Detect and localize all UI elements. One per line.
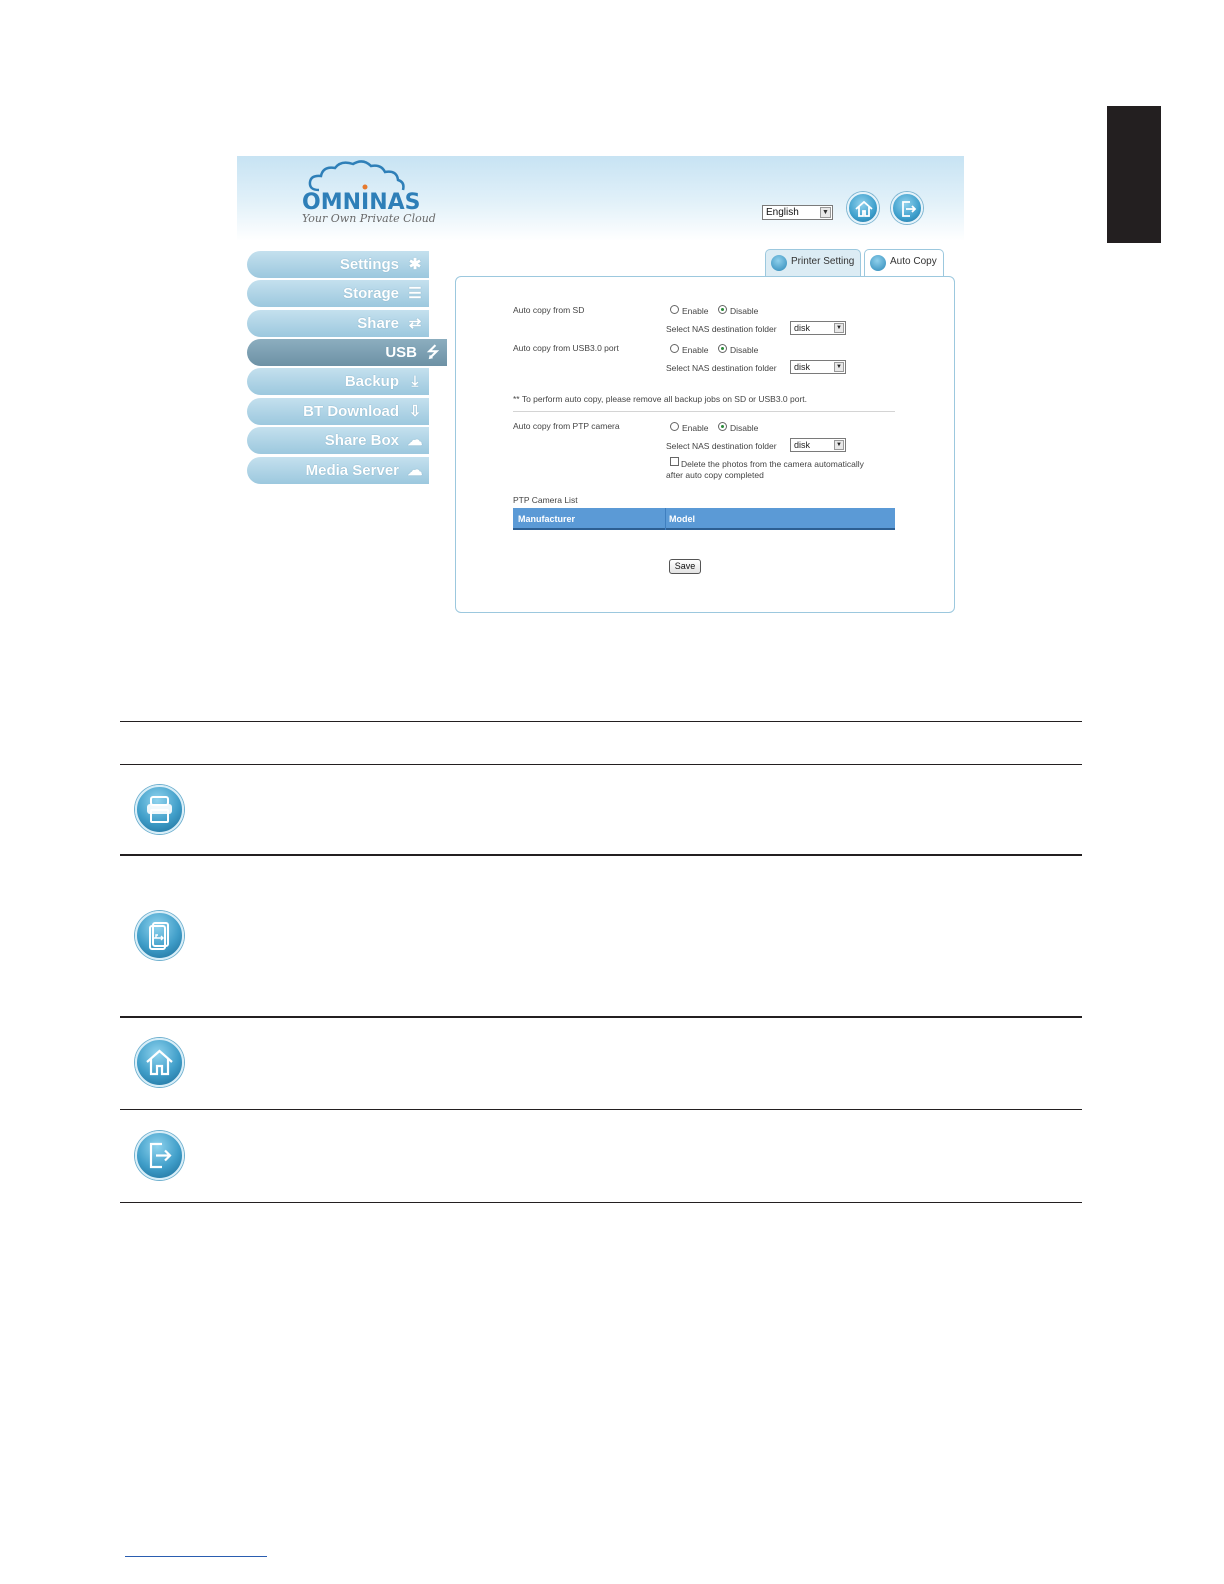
chevron-down-icon: ▼ bbox=[834, 323, 844, 333]
chevron-down-icon: ▼ bbox=[834, 440, 844, 450]
chevron-down-icon: ▼ bbox=[834, 362, 844, 372]
ptp-list-title: PTP Camera List bbox=[513, 495, 578, 505]
table-rule bbox=[120, 1109, 1082, 1110]
settings-icon: ✱ bbox=[408, 256, 422, 273]
select-value: disk bbox=[794, 323, 811, 333]
nav-item-share-box[interactable] bbox=[247, 427, 429, 454]
nav-label: USB bbox=[385, 344, 417, 361]
sd-folder-select[interactable] bbox=[790, 321, 846, 335]
logout-button[interactable] bbox=[891, 192, 923, 224]
media-server-icon: ☁ bbox=[407, 462, 423, 479]
ptp-disable-radio[interactable] bbox=[718, 422, 727, 431]
nav-label: BT Download bbox=[303, 403, 399, 420]
omninas-logo bbox=[301, 160, 436, 228]
save-button[interactable]: Save bbox=[669, 559, 701, 574]
table-rule bbox=[120, 764, 1082, 765]
logo-wordmark: OMNINAS bbox=[302, 190, 421, 215]
nav-item-bt-download[interactable] bbox=[247, 398, 429, 425]
cloud-icon bbox=[301, 160, 431, 194]
printer-icon bbox=[135, 785, 184, 834]
usb-icon bbox=[870, 255, 886, 271]
enable-label: Enable bbox=[682, 306, 709, 316]
divider bbox=[513, 411, 895, 412]
chevron-down-icon: ▼ bbox=[820, 207, 831, 218]
nav-label: Backup bbox=[344, 373, 399, 390]
table-rule bbox=[120, 721, 1082, 722]
table-rule bbox=[120, 854, 1082, 856]
chapter-side-tab bbox=[1107, 106, 1161, 243]
nav-item-backup[interactable] bbox=[247, 368, 429, 395]
usb-folder-select[interactable] bbox=[790, 360, 846, 374]
col-manufacturer: Manufacturer bbox=[518, 514, 576, 524]
usb-icon: ⭍ bbox=[426, 344, 440, 361]
disable-label: Disable bbox=[730, 423, 759, 433]
nav-label: Media Server bbox=[305, 462, 399, 479]
enable-label: Enable bbox=[682, 423, 709, 433]
nav-label: Storage bbox=[343, 285, 399, 302]
share-icon: ⇄ bbox=[408, 315, 422, 332]
nav-label: Settings bbox=[339, 256, 399, 273]
nav-label: Share Box bbox=[324, 432, 399, 449]
language-select[interactable] bbox=[762, 205, 833, 220]
tab-label: Auto Copy bbox=[890, 256, 937, 267]
table-rule bbox=[120, 1016, 1082, 1018]
usb-enable-radio[interactable] bbox=[670, 344, 679, 353]
usb-copy-icon bbox=[135, 911, 184, 960]
disable-label: Disable bbox=[730, 306, 759, 316]
nav-item-storage[interactable] bbox=[247, 280, 429, 307]
home-button[interactable] bbox=[847, 192, 879, 224]
delete-photos-label-2: after auto copy completed bbox=[666, 470, 764, 480]
usb-folder-label: Select NAS destination folder bbox=[666, 363, 777, 373]
home-icon bbox=[135, 1038, 184, 1087]
ptp-folder-select[interactable] bbox=[790, 438, 846, 452]
nav-label: Share bbox=[357, 315, 399, 332]
sd-enable-radio[interactable] bbox=[670, 305, 679, 314]
storage-icon: ☰ bbox=[408, 285, 422, 302]
column-separator bbox=[665, 508, 666, 530]
auto-copy-note: ** To perform auto copy, please remove all backup jobs on SD or USB3.0 port. bbox=[513, 394, 808, 404]
tab-printer-setting[interactable] bbox=[765, 249, 861, 276]
col-model: Model bbox=[669, 514, 695, 524]
omninas-screenshot bbox=[237, 156, 964, 626]
nav-item-settings[interactable] bbox=[247, 251, 429, 278]
usb-label: Auto copy from USB3.0 port bbox=[513, 343, 619, 353]
nav-item-usb[interactable] bbox=[247, 339, 447, 366]
select-value: disk bbox=[794, 362, 811, 372]
delete-photos-checkbox[interactable] bbox=[670, 457, 679, 466]
language-value: English bbox=[766, 207, 799, 218]
backup-icon: ⤓ bbox=[411, 373, 419, 390]
logout-icon bbox=[135, 1131, 184, 1180]
sd-disable-radio[interactable] bbox=[718, 305, 727, 314]
home-icon bbox=[854, 199, 874, 219]
sd-label: Auto copy from SD bbox=[513, 305, 585, 315]
delete-photos-label-1: Delete the photos from the camera automatically bbox=[681, 459, 864, 469]
nav-item-share[interactable] bbox=[247, 310, 429, 337]
footer-link-underline bbox=[125, 1556, 267, 1557]
sd-folder-label: Select NAS destination folder bbox=[666, 324, 777, 334]
logout-icon bbox=[898, 199, 918, 219]
tab-auto-copy[interactable] bbox=[864, 249, 944, 277]
tab-label: Printer Setting bbox=[791, 256, 855, 267]
select-value: disk bbox=[794, 440, 811, 450]
ptp-camera-table-header bbox=[513, 508, 895, 530]
ptp-folder-label: Select NAS destination folder bbox=[666, 441, 777, 451]
usb-disable-radio[interactable] bbox=[718, 344, 727, 353]
share-box-icon: ☁ bbox=[407, 432, 423, 449]
logo-tagline: Your Own Private Cloud bbox=[302, 212, 436, 225]
ptp-label: Auto copy from PTP camera bbox=[513, 421, 620, 431]
bt-download-icon: ⇩ bbox=[408, 403, 422, 420]
nav-item-media-server[interactable] bbox=[247, 457, 429, 484]
printer-icon bbox=[771, 255, 787, 271]
disable-label: Disable bbox=[730, 345, 759, 355]
ptp-enable-radio[interactable] bbox=[670, 422, 679, 431]
enable-label: Enable bbox=[682, 345, 709, 355]
table-rule bbox=[120, 1202, 1082, 1203]
